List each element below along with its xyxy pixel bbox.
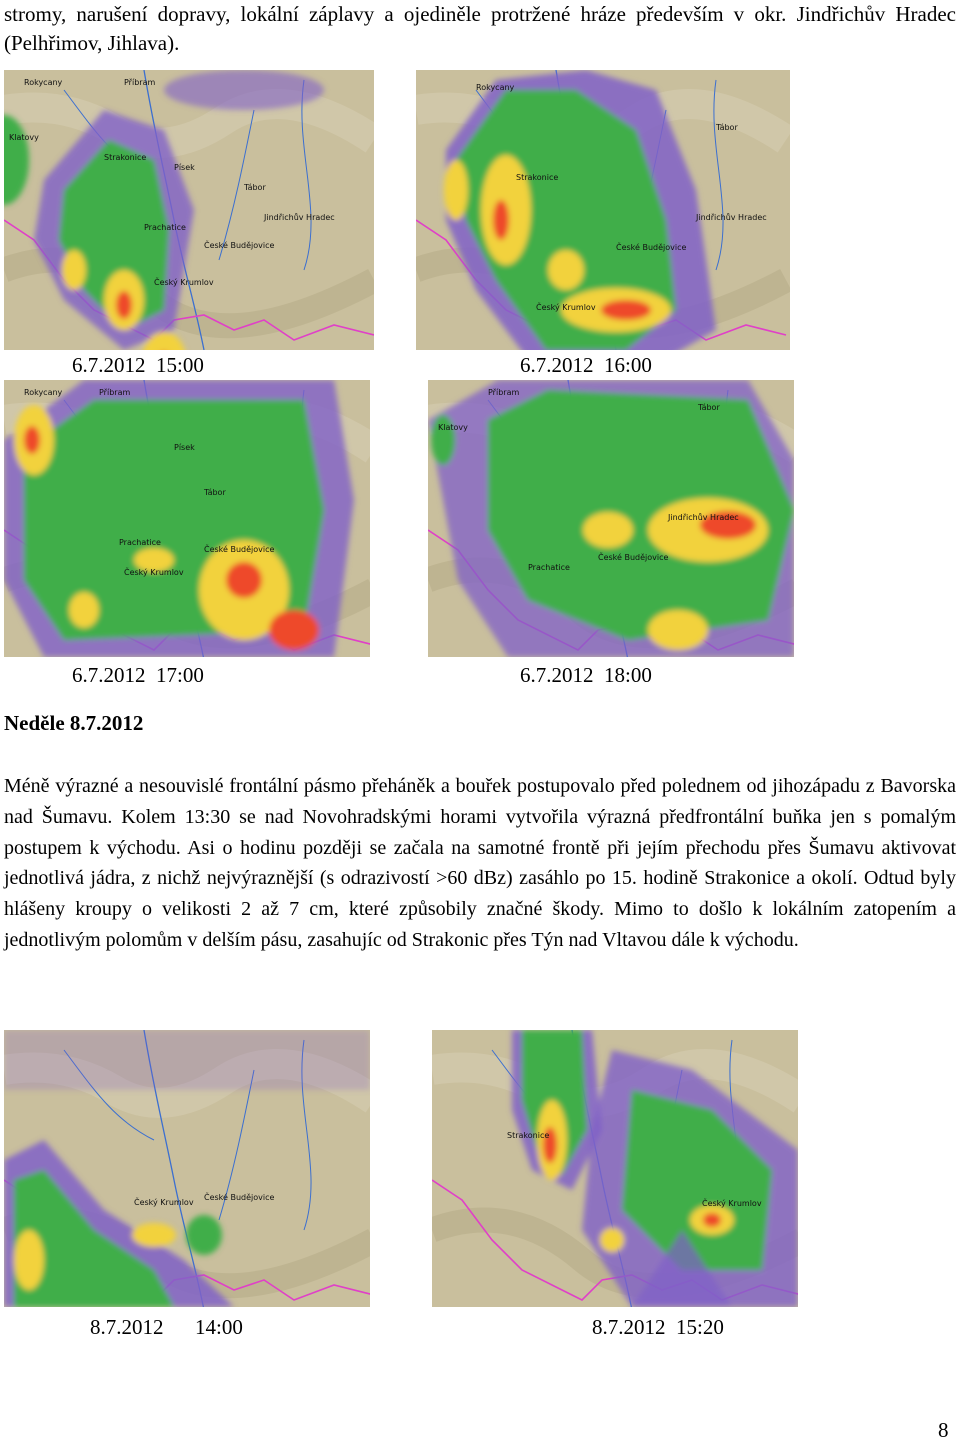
map3-label-pribram: Příbram [99,388,131,397]
map2-label-rokycany: Rokycany [476,83,515,92]
map1-label-strakonice: Strakonice [104,153,147,162]
radar-map-1 [4,70,374,350]
map1-label-jindrichuv-hradec: Jindřichův Hradec [264,213,335,222]
page-number: 8 [938,1418,949,1442]
map3-label-cesky-krumlov: Český Krumlov [124,568,184,577]
map1-label-klatovy: Klatovy [9,133,39,142]
map4-label-pribram: Příbram [488,388,520,397]
section-paragraph: Méně výrazné a nesouvislé frontální pásmo přeháněk a bouřek postupovalo před polednem od jihozápadu z Bavorska nad Šumavu. Kolem 13:30 se nad Novohradskými horami vytvořila výrazná předfrontální buňka jen s pomalým postupem k východu. Asi o hodinu později se začala na samotné frontě při jejím přechodu přes Šumavu aktivovat jednotlivá jádra, z nichž nejvýraznější (s odrazivostí >60 dBz) zasáhlo po 15. hodině Strakonice a okolí. Odtud byly hlášeny kroupy o velikosti 2 až 7 cm, které způsobily značné škody. Mimo to došlo k lokálním zatopením a jednotlivým polomům v delším pásu, zasahujíc od Strakonic přes Týn nad Vltavou dále k východu. [4,775,956,951]
map5-label-cesky-krumlov: Český Krumlov [134,1198,194,1207]
map4-label-ceske-budejovice: České Budějovice [598,553,669,562]
map4-label-jindrichuv-hradec: Jindřichův Hradec [668,513,739,522]
map1-label-tabor: Tábor [244,183,266,192]
map1-label-prachatice: Prachatice [144,223,186,232]
map3-label-prachatice: Prachatice [119,538,161,547]
map1-label-pribram: Příbram [124,78,156,87]
radar-map-6 [432,1030,798,1307]
caption-8-7-2012-1520: 8.7.2012 15:20 [592,1315,724,1339]
map2-label-tabor: Tábor [716,123,738,132]
map6-label-strakonice: Strakonice [507,1131,550,1140]
map2-label-strakonice: Strakonice [516,173,559,182]
map1-label-rokycany: Rokycany [24,78,63,87]
map4-label-tabor: Tábor [698,403,720,412]
map2-label-cesky-krumlov: Český Krumlov [536,303,596,312]
radar-map-4 [428,380,794,657]
map1-label-ceske-budejovice: České Budějovice [204,241,275,250]
map1-label-cesky-krumlov: Český Krumlov [154,278,214,287]
radar-map-5 [4,1030,370,1307]
map6-label-cesky-krumlov: Český Krumlov [702,1199,762,1208]
radar-map-3 [4,380,370,657]
map3-label-pisek: Písek [174,443,195,452]
map2-label-ceske-budejovice: České Budějovice [616,243,687,252]
section-heading: Neděle 8.7.2012 [4,711,144,735]
map3-label-rokycany: Rokycany [24,388,63,397]
caption-6-7-2012-1500: 6.7.2012 15:00 [72,353,204,377]
intro-paragraph: stromy, narušení dopravy, lokální záplavy a ojediněle protržené hráze především v okr. Jindřichův Hradec (Pelhřimov, Jihlava). [4,2,956,55]
caption-8-7-2012-1400: 8.7.2012 14:00 [90,1315,243,1339]
caption-6-7-2012-1600: 6.7.2012 16:00 [520,353,652,377]
map4-label-klatovy: Klatovy [438,423,468,432]
caption-6-7-2012-1800: 6.7.2012 18:00 [520,663,652,687]
map1-label-pisek: Písek [174,163,195,172]
map2-label-jindrichuv-hradec: Jindřichův Hradec [696,213,767,222]
map4-label-prachatice: Prachatice [528,563,570,572]
map3-label-ceske-budejovice: České Budějovice [204,545,275,554]
map5-label-ceske-budejovice: České Budějovice [204,1193,275,1202]
radar-map-2 [416,70,790,350]
caption-6-7-2012-1700: 6.7.2012 17:00 [72,663,204,687]
map3-label-tabor: Tábor [204,488,226,497]
